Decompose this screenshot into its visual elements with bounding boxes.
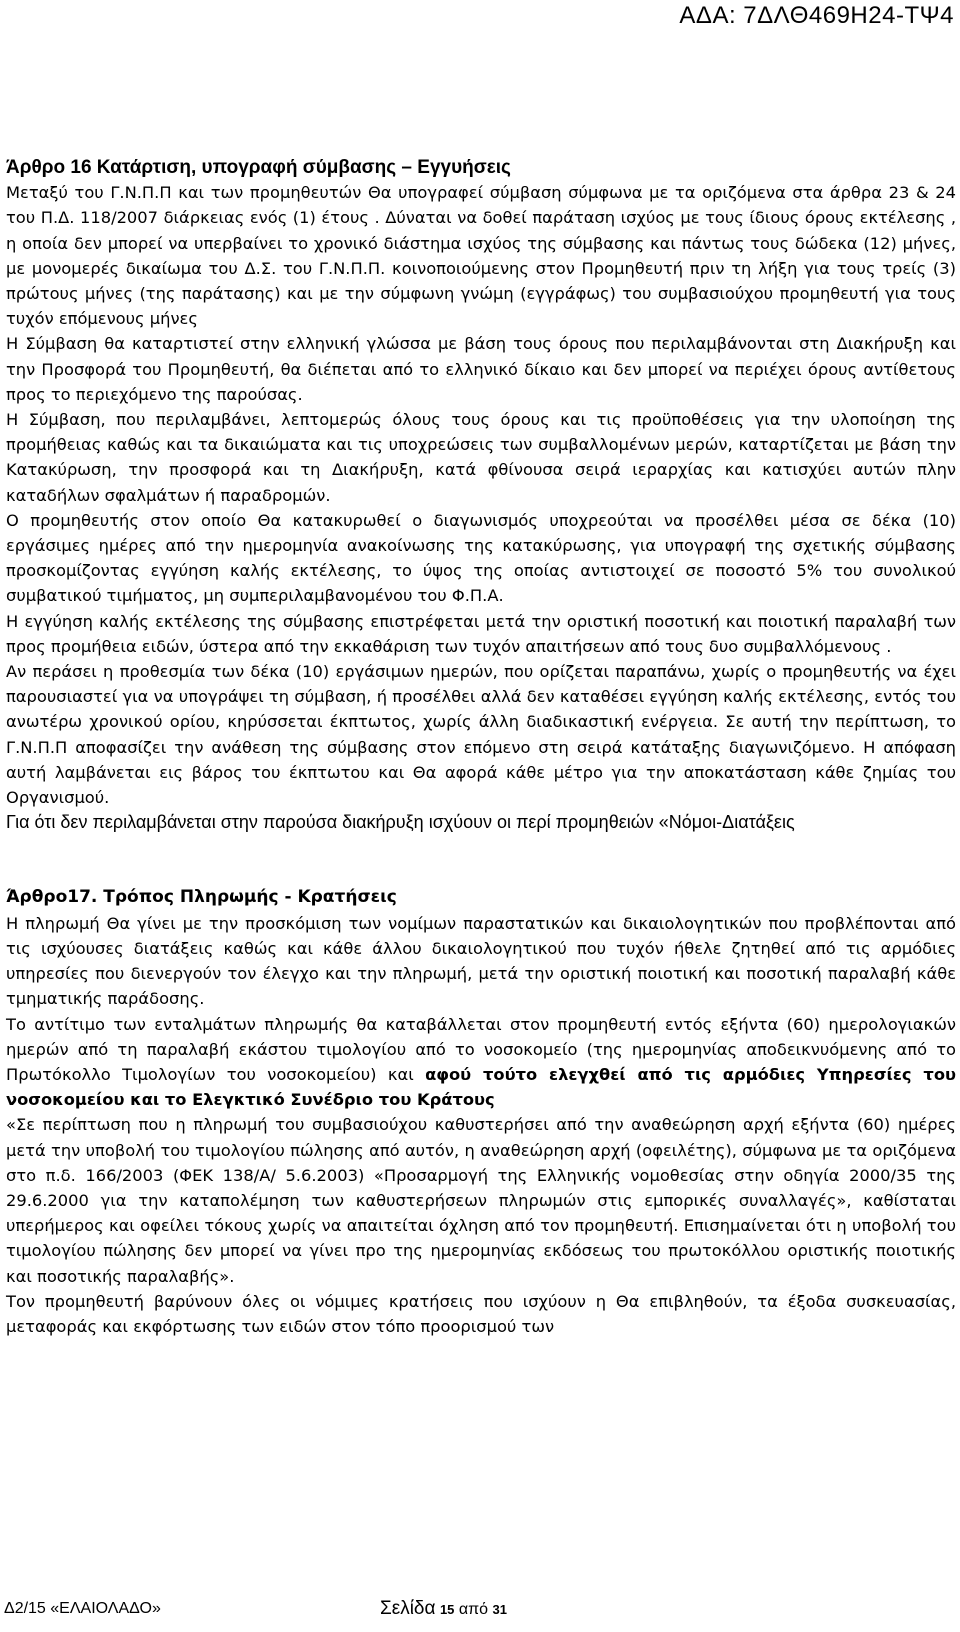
article-17-title: Άρθρο17. Τρόπος Πληρωμής - Κρατήσεις bbox=[6, 887, 397, 908]
document-body bbox=[6, 155, 956, 1339]
article-16-paragraph-1: Μεταξύ του Γ.Ν.Π.Π και των προμηθευτών Θα υπογραφεί σύμβαση σύμφωνα με τα οριζόμενα στα άρθρα 23 & 24 του Π.Δ. 118/2007 διάρκειας ενός (1) έτους . Δύναται να δοθεί παράταση ισχύος με τους ίδιους όρους εκτέλεσης , η οποία δεν μπορεί να υπερβαίνει το χρονικό διάστημα ισχύος της σύμβασης και πάντως τους δώδεκα (12) μήνες, με μονομερές δικαίωμα του Δ.Σ. του Γ.Ν.Π.Π. κοινοποιούμενης στον Προμηθευτή πριν τη λήξη για τους τρείς (3) πρώτους μήνες (της παράτασης) και με την σύμφωνη γνώμη (εγγράφως) του συμβασιούχου προμηθευτή για τους τυχόν επόμενους μήνες bbox=[6, 183, 956, 329]
article-17-paragraph-2 bbox=[6, 1012, 956, 1113]
page-current: 15 bbox=[439, 1602, 455, 1617]
article-16-paragraph-7: Για ότι δεν περιλαμβάνεται στην παρούσα διακήρυξη ισχύουν οι περί προμηθειών «Νόμοι-Διατάξεις bbox=[6, 812, 795, 833]
article-16-paragraph-6: Αν περάσει η προθεσμία των δέκα (10) εργάσιμων ημερών, που ορίζεται παραπάνω, χωρίς ο προμηθευτής να έχει παρουσιαστεί για να υπογράψει τη σύμβαση, ή προσέλθει αλλά δεν καταθέσει εγγύηση καλής εκτέλεσης, εντός του ανωτέρω χρονικού ορίου, κηρύσσεται έκπτωτος, χωρίς άλλη διαδικαστική ενέργεια. Σε αυτή την περίπτωση, το Γ.Ν.Π.Π αποφασίζει την ανάθεση της σύμβασης στον επόμενο στη σειρά κατάταξης διαγωνιζόμενο. Η απόφαση αυτή λαμβάνεται εις βάρος του έκπτωτου και Θα αφορά κάθε μέτρο για την αποκατάσταση κάθε ζημίας του Οργανισμού. bbox=[6, 662, 956, 808]
article-17-paragraph-2-bold: αφού τούτο ελεγχθεί από τις αρμόδιες Υπηρεσίες του νοσοκομείου και το Ελεγκτικό Συνέδριο του Κράτους bbox=[6, 1064, 956, 1110]
page-number bbox=[380, 1596, 507, 1623]
article-17-paragraph-2-text: Το αντίτιμο των ενταλμάτων πληρωμής θα καταβάλλεται στον προμηθευτή εντός εξήντα (60) ημερολογιακών ημερών από τη παραλαβή εκάστου τιμολογίου από το νοσοκομείο (της ημερομηνίας αποδεικνυόμενης από το Πρωτόκολλο Τιμολογίων του νοσοκομείου) και bbox=[6, 1014, 956, 1084]
article-16-paragraph-4: Ο προμηθευτής στον οποίο Θα κατακυρωθεί ο διαγωνισμός υποχρεούται να προσέλθει μέσα σε δέκα (10) εργάσιμες ημέρες από την ημερομηνία ανακοίνωσης της κατακύρωσης, για υπογραφή της σχετικής σύμβασης προσκομίζοντας εγγύηση καλής εκτέλεσης, το ύψος της οποίας αντιστοιχεί σε ποσοστό 5% του συνολικού συμβατικού τιμήματος, μη συμπεριλαμβανομένου του Φ.Π.Α. bbox=[6, 510, 956, 606]
section-gap bbox=[6, 835, 956, 885]
ada-code: ΑΔΑ: 7ΔΛΘ469Η24-ΤΨ4 bbox=[679, 2, 954, 29]
article-17-paragraph-3: «Σε περίπτωση που η πληρωμή του συμβασιούχου καθυστερήσει από την αναθεώρηση αρχή εξήντα (60) ημέρες μετά την υποβολή του τιμολογίου πώλησης από αυτόν, η αναθεώρηση αρχή (οφειλέτης), σύμφωνα με τα οριζόμενα στο π.δ. 166/2003 (ΦΕΚ 138/Α/ 5.6.2003) «Προσαρμογή της Ελληνικής νομοθεσίας στην οδηγία 2000/35 της 29.6.2000 για την καταπολέμηση των καθυστερήσεων πληρωμών στις εμπορικές συναλλαγές», καθίσταται υπερήμερος και οφείλει τόκους χωρίς να απαιτείται όχληση από τον προμηθευτή. Επισημαίνεται ότι η υποβολή του τιμολογίου πώλησης δεν μπορεί να γίνει προ της ημερομηνίας εκδόσεως του πρωτοκόλλου οριστικής ποιοτικής και ποσοτικής παραλαβής». bbox=[6, 1115, 956, 1286]
article-17-paragraph-4: Τον προμηθευτή βαρύνουν όλες οι νόμιμες κρατήσεις που ισχύουν η Θα επιβληθούν, τα έξοδα συσκευασίας, μεταφοράς και εκφόρτωσης των ειδών στον τόπο προορισμού των bbox=[6, 1291, 956, 1336]
article-16-paragraph-3: Η Σύμβαση, που περιλαμβάνει, λεπτομερώς όλους τους όρους και τις προϋποθέσεις για την υλοποίηση της προμήθειας καθώς και τα δικαιώματα και τις υποχρεώσεις των συμβαλλομένων μερών, καταρτίζεται με βάση την Κατακύρωση, την προσφορά και τη Διακήρυξη, κατά φθίνουσα σειρά ιεραρχίας και κατισχύει αυτών πλην καταδήλων σφαλμάτων ή παραδρομών. bbox=[6, 410, 956, 505]
article-16-paragraph-5: Η εγγύηση καλής εκτέλεσης της σύμβασης επιστρέφεται μετά την οριστική ποσοτική και ποιοτική παραλαβή των προς προμήθεια ειδών, ύστερα από την εκκαθάριση των τυχόν απαιτήσεων από τους δυο συμβαλλόμενους . bbox=[6, 611, 956, 656]
page-total: 31 bbox=[492, 1602, 507, 1617]
document-reference: Δ2/15 «ΕΛΑΙΟΛΑΔΟ» bbox=[4, 1600, 161, 1617]
page-of-word: από bbox=[458, 1601, 489, 1618]
article-16-title: Άρθρο 16 Κατάρτιση, υπογραφή σύμβασης – Εγγυήσεις bbox=[6, 157, 511, 178]
article-16-paragraph-2: Η Σύμβαση θα καταρτιστεί στην ελληνική γλώσσα με βάση τους όρους που περιλαμβάνονται στη Διακήρυξη και την Προσφορά του Προμηθευτή, θα διέπεται από το ελληνικό δίκαιο και δεν μπορεί να περιέχει όρους αντίθετους προς το περιεχόμενο της παρούσας. bbox=[6, 334, 956, 404]
article-17-paragraph-1: Η πληρωμή Θα γίνει με την προσκόμιση των νομίμων παραστατικών και δικαιολογητικών που προβλέπονται από τις ισχύουσες διατάξεις καθώς και κάθε άλλου δικαιολογητικού που τυχόν ήθελε ζητηθεί από τις αρμόδιες υπηρεσίες που διενεργούν τον έλεγχο και την πληρωμή, μετά την οριστική ποιοτική και ποσοτική παραλαβή κάθε τμηματικής παράδοσης. bbox=[6, 913, 956, 1009]
page-word: Σελίδα bbox=[380, 1598, 436, 1619]
